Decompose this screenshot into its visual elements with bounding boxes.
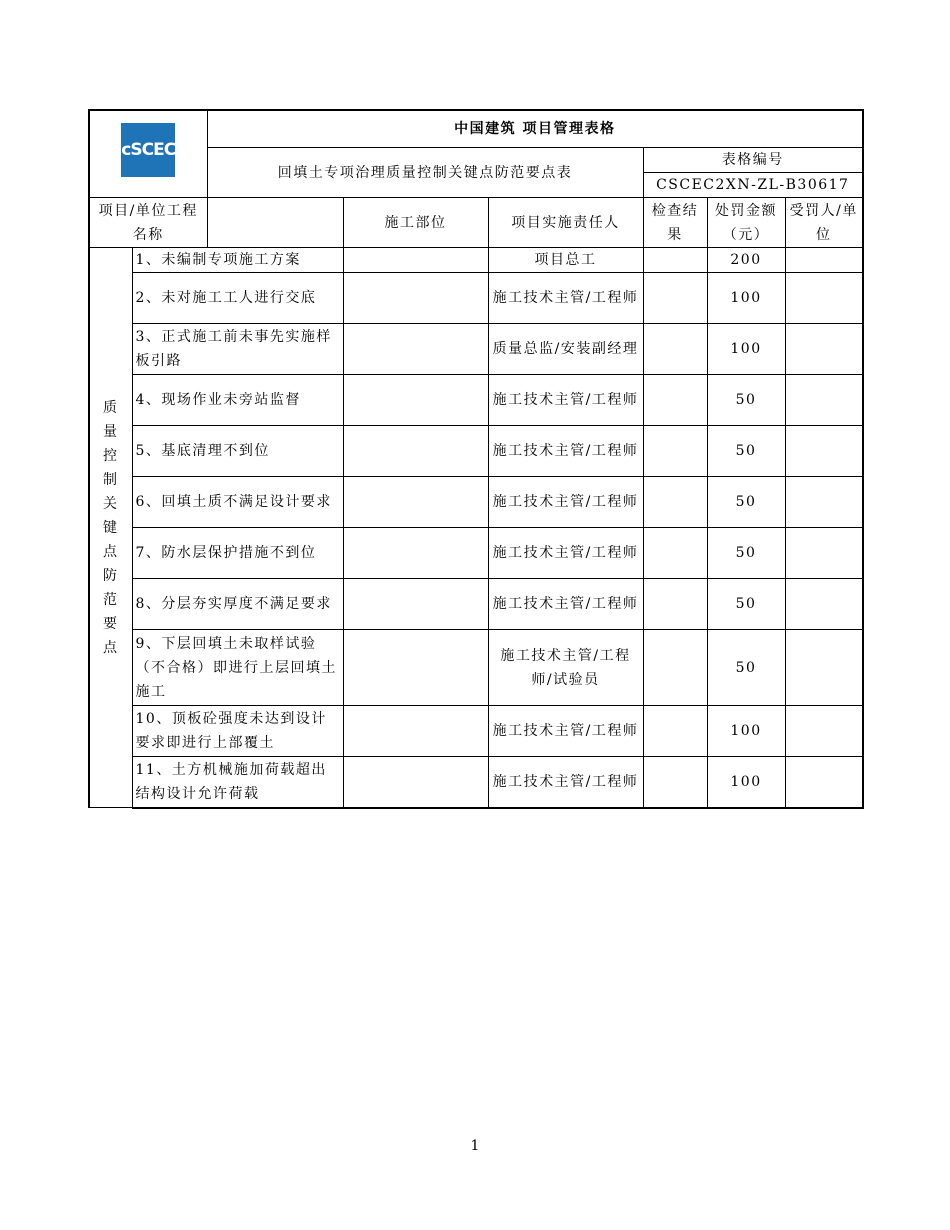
table-row [89, 375, 863, 426]
item-text: 6、回填土质不满足设计要求 [132, 477, 343, 528]
item-text: 11、土方机械施加荷载超出结构设计允许荷载 [132, 757, 343, 808]
item-text: 2、未对施工工人进行交底 [132, 273, 343, 324]
column-construction-part: 施工部位 [343, 198, 488, 248]
penalized-party-cell[interactable] [785, 579, 863, 630]
table-row [89, 630, 863, 706]
item-text: 8、分层夯实厚度不满足要求 [132, 579, 343, 630]
table-row [89, 248, 863, 273]
table-row [89, 706, 863, 757]
column-check-result: 检查结果 [643, 198, 707, 248]
management-form-table [88, 109, 864, 809]
responsible-cell: 质量总监/安装副经理 [488, 324, 643, 375]
penalty-amount-cell: 100 [707, 273, 785, 324]
responsible-cell: 施工技术主管/工程师 [488, 426, 643, 477]
penalty-amount-cell: 50 [707, 426, 785, 477]
penalized-party-cell[interactable] [785, 273, 863, 324]
company-title: 中国建筑 项目管理表格 [207, 110, 863, 148]
penalized-party-cell[interactable] [785, 706, 863, 757]
form-title: 回填土专项治理质量控制关键点防范要点表 [207, 148, 643, 198]
construction-part-cell[interactable] [343, 248, 488, 273]
check-result-cell[interactable] [643, 477, 707, 528]
item-text: 7、防水层保护措施不到位 [132, 528, 343, 579]
construction-part-cell[interactable] [343, 273, 488, 324]
check-result-cell[interactable] [643, 757, 707, 808]
table-row [89, 477, 863, 528]
cscec-logo [121, 123, 175, 177]
penalized-party-cell[interactable] [785, 477, 863, 528]
penalized-party-cell[interactable] [785, 375, 863, 426]
responsible-cell: 施工技术主管/工程师 [488, 528, 643, 579]
penalized-party-cell[interactable] [785, 757, 863, 808]
penalty-amount-cell: 50 [707, 477, 785, 528]
check-result-cell[interactable] [643, 579, 707, 630]
construction-part-cell[interactable] [343, 706, 488, 757]
check-result-cell[interactable] [643, 248, 707, 273]
penalized-party-cell[interactable] [785, 630, 863, 706]
item-text: 4、现场作业未旁站监督 [132, 375, 343, 426]
responsible-cell: 项目总工 [488, 248, 643, 273]
penalized-party-cell[interactable] [785, 426, 863, 477]
check-result-cell[interactable] [643, 528, 707, 579]
check-result-cell[interactable] [643, 426, 707, 477]
item-text: 9、下层回填土未取样试验（不合格）即进行上层回填土施工 [132, 630, 343, 706]
table-row [89, 528, 863, 579]
penalty-amount-cell: 100 [707, 757, 785, 808]
column-responsible: 项目实施责任人 [488, 198, 643, 248]
construction-part-cell[interactable] [343, 375, 488, 426]
item-text: 1、未编制专项施工方案 [132, 248, 343, 273]
logo-lettering: cSCEC [121, 140, 176, 160]
table-row [89, 324, 863, 375]
section-label-quality-control: 质 量 控 制 关 键 点 防 范 要 点 [89, 248, 132, 808]
table-row [89, 273, 863, 324]
form-code-value: CSCEC2XN-ZL-B30617 [643, 173, 863, 198]
penalty-amount-cell: 50 [707, 579, 785, 630]
construction-part-cell[interactable] [343, 528, 488, 579]
table-row [89, 579, 863, 630]
item-text: 3、正式施工前未事先实施样板引路 [132, 324, 343, 375]
column-penalty-amount: 处罚金额（元） [707, 198, 785, 248]
item-text: 5、基底清理不到位 [132, 426, 343, 477]
penalized-party-cell[interactable] [785, 248, 863, 273]
responsible-cell: 施工技术主管/工程师 [488, 757, 643, 808]
responsible-cell: 施工技术主管/工程师 [488, 375, 643, 426]
table-row [89, 426, 863, 477]
penalized-party-cell[interactable] [785, 528, 863, 579]
responsible-cell: 施工技术主管/工程师 [488, 273, 643, 324]
check-result-cell[interactable] [643, 324, 707, 375]
penalty-amount-cell: 200 [707, 248, 785, 273]
penalty-amount-cell: 50 [707, 630, 785, 706]
responsible-cell: 施工技术主管/工程师 [488, 706, 643, 757]
column-penalized-party: 受罚人/单位 [785, 198, 863, 248]
table-row [89, 757, 863, 808]
penalized-party-cell[interactable] [785, 324, 863, 375]
page-number: 1 [470, 1138, 480, 1154]
construction-part-cell[interactable] [343, 757, 488, 808]
check-result-cell[interactable] [643, 273, 707, 324]
item-text: 10、顶板砼强度未达到设计要求即进行上部覆土 [132, 706, 343, 757]
construction-part-cell[interactable] [343, 324, 488, 375]
penalty-amount-cell: 100 [707, 324, 785, 375]
penalty-amount-cell: 100 [707, 706, 785, 757]
check-result-cell[interactable] [643, 706, 707, 757]
construction-part-cell[interactable] [343, 426, 488, 477]
check-result-cell[interactable] [643, 630, 707, 706]
column-project-name: 项目/单位工程名称 [89, 198, 207, 248]
penalty-amount-cell: 50 [707, 375, 785, 426]
responsible-cell: 施工技术主管/工程师 [488, 579, 643, 630]
logo-cell [89, 110, 207, 198]
responsible-cell: 施工技术主管/工程师/试验员 [488, 630, 643, 706]
construction-part-cell[interactable] [343, 630, 488, 706]
project-name-value[interactable] [207, 198, 343, 248]
penalty-amount-cell: 50 [707, 528, 785, 579]
responsible-cell: 施工技术主管/工程师 [488, 477, 643, 528]
check-result-cell[interactable] [643, 375, 707, 426]
construction-part-cell[interactable] [343, 477, 488, 528]
construction-part-cell[interactable] [343, 579, 488, 630]
form-code-label: 表格编号 [643, 148, 863, 173]
